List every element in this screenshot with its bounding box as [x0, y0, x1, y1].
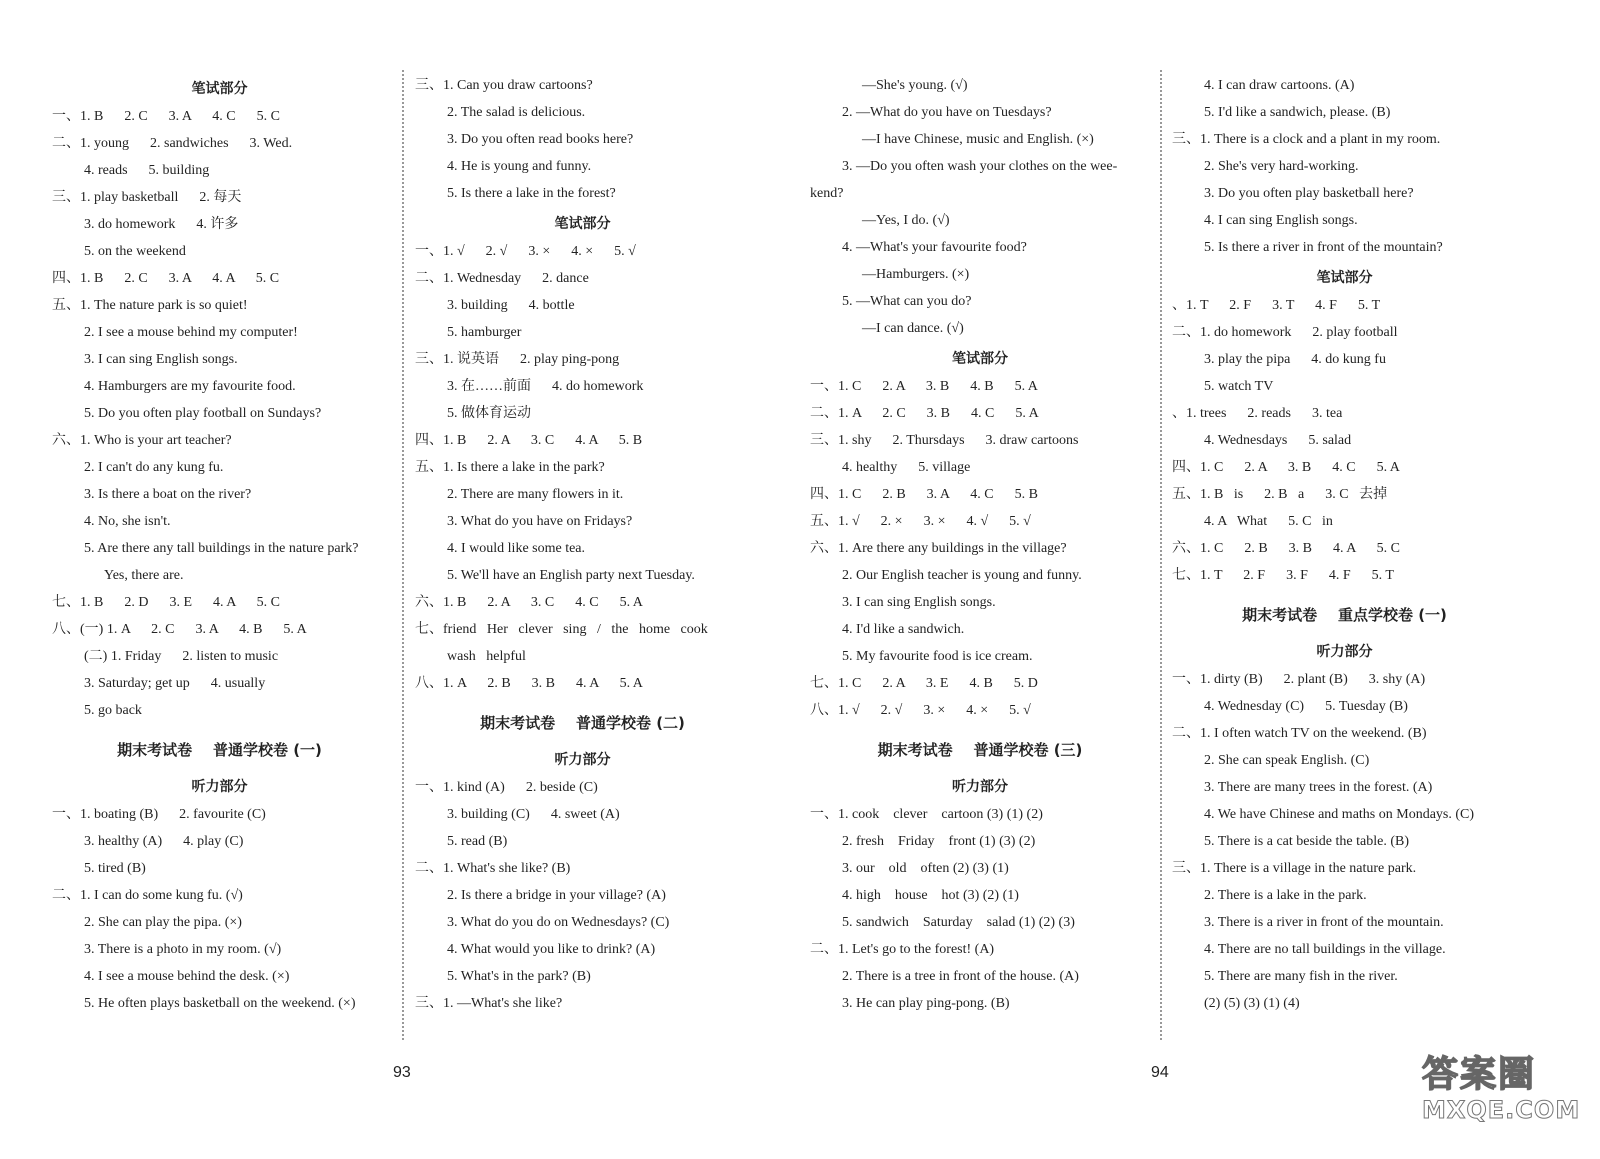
- answer-line: 八、1. √ 2. √ 3. × 4. × 5. √: [810, 703, 1031, 718]
- answer-line: 一、1. C 2. A 3. B 4. B 5. A: [810, 379, 1038, 394]
- answer-line: 4. I can draw cartoons. (A): [1204, 78, 1355, 93]
- section-title: 期末考试卷 普通学校卷 (三): [877, 741, 1083, 759]
- answer-line: 4. Wednesday (C) 5. Tuesday (B): [1204, 699, 1408, 714]
- answer-line: 二、1. Wednesday 2. dance: [415, 271, 589, 286]
- answer-line: 3. There is a photo in my room. (√): [84, 942, 282, 957]
- answer-line: 六、1. Are there any buildings in the village?: [810, 541, 1067, 556]
- answer-line: 5. What's in the park? (B): [447, 969, 591, 984]
- answer-line: 5. Are there any tall buildings in the nature park?: [84, 541, 359, 556]
- watermark-chinese: 答案圈: [1422, 1054, 1537, 1095]
- answer-line: 2. I see a mouse behind my computer!: [84, 325, 298, 340]
- answer-line: 5. go back: [84, 703, 142, 718]
- answer-line: 3. 在……前面 4. do homework: [447, 379, 644, 394]
- section-title: 期末考试卷 重点学校卷 (一): [1242, 606, 1447, 624]
- answer-line: 4. We have Chinese and maths on Mondays. (C): [1204, 807, 1475, 822]
- part-heading: 听力部分: [554, 752, 611, 768]
- answer-line: 五、1. The nature park is so quiet!: [52, 298, 248, 313]
- answer-line: 5. Is there a river in front of the mountain?: [1204, 240, 1443, 255]
- answer-line: 4. healthy 5. village: [842, 460, 971, 475]
- answer-line: 3. our old often (2) (3) (1): [842, 861, 1009, 876]
- answer-line: 一、1. B 2. C 3. A 4. C 5. C: [52, 109, 280, 124]
- answer-line: 4. Hamburgers are my favourite food.: [84, 379, 296, 394]
- answer-line: 一、1. √ 2. √ 3. × 4. × 5. √: [415, 244, 636, 259]
- answer-line: 2. She can speak English. (C): [1204, 753, 1370, 768]
- answer-line: 2. There is a tree in front of the house. (A): [842, 969, 1079, 984]
- answer-line: 七、1. T 2. F 3. F 4. F 5. T: [1172, 568, 1394, 583]
- answer-line: 一、1. boating (B) 2. favourite (C): [52, 807, 266, 822]
- answer-line: 4. No, she isn't.: [84, 514, 171, 529]
- answer-line: 3. I can sing English songs.: [84, 352, 238, 367]
- answer-line: 二、1. do homework 2. play football: [1172, 325, 1398, 340]
- answer-line: 3. Do you often read books here?: [447, 132, 634, 147]
- answer-line: 5. My favourite food is ice cream.: [842, 649, 1033, 664]
- answer-line: 5. hamburger: [447, 325, 522, 340]
- answer-line: 2. —What do you have on Tuesdays?: [842, 105, 1052, 120]
- answer-line: 2. Our English teacher is young and funny.: [842, 568, 1082, 583]
- answer-line: 3. What do you do on Wednesdays? (C): [447, 915, 670, 930]
- answer-column-2: [415, 72, 750, 1017]
- answer-line: 4. reads 5. building: [84, 163, 210, 178]
- part-heading: 笔试部分: [952, 351, 1008, 367]
- answer-line: 4. high house hot (3) (2) (1): [842, 888, 1019, 903]
- answer-line: 四、1. B 2. A 3. C 4. A 5. B: [415, 433, 643, 448]
- answer-line: 5. There are many fish in the river.: [1204, 969, 1398, 984]
- answer-line: —I have Chinese, music and English. (×): [862, 132, 1094, 147]
- answer-line: 2. She's very hard-working.: [1204, 159, 1359, 174]
- answer-line: 4. I'd like a sandwich.: [842, 622, 965, 637]
- answer-line: 4. I see a mouse behind the desk. (×): [84, 969, 290, 984]
- part-heading: 笔试部分: [554, 216, 611, 232]
- answer-line: 二、1. Let's go to the forest! (A): [810, 942, 995, 957]
- answer-line: 3. building (C) 4. sweet (A): [447, 807, 620, 822]
- answer-line: 3. He can play ping-pong. (B): [842, 996, 1010, 1011]
- answer-line: 二、1. What's she like? (B): [415, 861, 571, 876]
- answer-line: 5. on the weekend: [84, 244, 186, 259]
- part-heading: 听力部分: [1316, 644, 1373, 660]
- answer-line: 三、1. Can you draw cartoons?: [415, 78, 593, 93]
- watermark-logo: [1422, 1046, 1581, 1132]
- answer-line: 5. tired (B): [84, 861, 146, 876]
- answer-line: 3. do homework 4. 许多: [84, 217, 239, 232]
- answer-line: 5. Is there a lake in the forest?: [447, 186, 616, 201]
- answer-line: 一、1. kind (A) 2. beside (C): [415, 780, 598, 795]
- answer-line: Yes, there are.: [104, 568, 184, 583]
- answer-line: 2. There are many flowers in it.: [447, 487, 624, 502]
- answer-line: 六、1. Who is your art teacher?: [52, 433, 232, 448]
- answer-line: —She's young. (√): [862, 78, 968, 93]
- answer-line: 4. I would like some tea.: [447, 541, 586, 556]
- answer-line: 四、1. B 2. C 3. A 4. A 5. C: [52, 271, 280, 286]
- answer-line: 三、1. There is a village in the nature park.: [1172, 861, 1417, 876]
- answer-line: 3. What do you have on Fridays?: [447, 514, 633, 529]
- answer-line: wash helpful: [447, 649, 526, 664]
- answer-line: 5. I'd like a sandwich, please. (B): [1204, 105, 1391, 120]
- answer-line: 三、1. There is a clock and a plant in my room.: [1172, 132, 1441, 147]
- answer-line: 3. building 4. bottle: [447, 298, 575, 313]
- answer-line: 六、1. B 2. A 3. C 4. C 5. A: [415, 595, 643, 610]
- answer-line: 三、1. —What's she like?: [415, 996, 563, 1011]
- answer-line: 3. healthy (A) 4. play (C): [84, 834, 244, 849]
- column-divider: [402, 70, 404, 1040]
- section-title: 期末考试卷 普通学校卷 (一): [117, 741, 322, 759]
- answer-line: 5. We'll have an English party next Tuesday.: [447, 568, 695, 583]
- answer-line: 4. Wednesdays 5. salad: [1204, 433, 1352, 448]
- answer-line: (2) (5) (3) (1) (4): [1204, 996, 1300, 1011]
- answer-line: 、1. T 2. F 3. T 4. F 5. T: [1172, 298, 1381, 313]
- answer-line: 一、1. dirty (B) 2. plant (B) 3. shy (A): [1172, 672, 1426, 687]
- answer-line: 四、1. C 2. B 3. A 4. C 5. B: [810, 487, 1038, 502]
- answer-line: 三、1. 说英语 2. play ping-pong: [415, 352, 620, 367]
- page-number-left: 93: [393, 1064, 411, 1081]
- answer-line: 2. She can play the pipa. (×): [84, 915, 242, 930]
- page-number-right: 94: [1151, 1064, 1169, 1081]
- answer-line: 4. I can sing English songs.: [1204, 213, 1358, 228]
- answer-line: 4. He is young and funny.: [447, 159, 592, 174]
- answer-line: 4. There are no tall buildings in the village.: [1204, 942, 1446, 957]
- answer-line: 2. I can't do any kung fu.: [84, 460, 224, 475]
- answer-line: 5. 做体育运动: [447, 406, 531, 421]
- answer-line: 五、1. Is there a lake in the park?: [415, 460, 605, 475]
- answer-line: —I can dance. (√): [862, 321, 964, 336]
- answer-line: 七、1. C 2. A 3. E 4. B 5. D: [810, 676, 1038, 691]
- answer-line: 3. I can sing English songs.: [842, 595, 996, 610]
- answer-line: 七、1. B 2. D 3. E 4. A 5. C: [52, 595, 280, 610]
- answer-line: 二、1. I often watch TV on the weekend. (B): [1172, 726, 1427, 741]
- answer-line: (二) 1. Friday 2. listen to music: [84, 649, 279, 664]
- answer-line: 五、1. B is 2. B a 3. C 去掉: [1172, 487, 1388, 502]
- answer-line: 、1. trees 2. reads 3. tea: [1172, 406, 1343, 421]
- answer-line: 二、1. I can do some kung fu. (√): [52, 888, 243, 903]
- part-heading: 听力部分: [191, 779, 248, 795]
- watermark-url: MXQE.COM: [1422, 1096, 1581, 1124]
- answer-line: 七、friend Her clever sing / the home cook: [415, 622, 708, 637]
- answer-line: 5. Do you often play football on Sundays?: [84, 406, 322, 421]
- answer-line: 5. sandwich Saturday salad (1) (2) (3): [842, 915, 1075, 930]
- section-title: 期末考试卷 普通学校卷 (二): [480, 714, 685, 732]
- answer-line: 2. The salad is delicious.: [447, 105, 586, 120]
- part-heading: 笔试部分: [191, 81, 248, 97]
- answer-line: 一、1. cook clever cartoon (3) (1) (2): [810, 807, 1043, 822]
- answer-line: 5. read (B): [447, 834, 508, 849]
- answer-line: 三、1. play basketball 2. 每天: [52, 190, 242, 205]
- answer-line: 3. Saturday; get up 4. usually: [84, 676, 266, 691]
- answer-line: 三、1. shy 2. Thursdays 3. draw cartoons: [810, 433, 1079, 448]
- answer-line: 3. Is there a boat on the river?: [84, 487, 252, 502]
- answer-line: 4. What would you like to drink? (A): [447, 942, 656, 957]
- answer-line: 5. There is a cat beside the table. (B): [1204, 834, 1409, 849]
- answer-line: 3. Do you often play basketball here?: [1204, 186, 1414, 201]
- answer-column-1: [52, 72, 387, 1017]
- part-heading: 听力部分: [952, 779, 1008, 795]
- part-heading: 笔试部分: [1316, 270, 1373, 286]
- answer-line: 3. There are many trees in the forest. (A): [1204, 780, 1433, 795]
- answer-line: —Hamburgers. (×): [862, 267, 970, 282]
- column-divider: [1160, 70, 1162, 1040]
- answer-line: 八、1. A 2. B 3. B 4. A 5. A: [415, 676, 643, 691]
- answer-line: kend?: [810, 186, 844, 201]
- answer-line: 六、1. C 2. B 3. B 4. A 5. C: [1172, 541, 1400, 556]
- answer-line: 3. play the pipa 4. do kung fu: [1204, 352, 1386, 367]
- answer-column-4: [1172, 72, 1517, 1017]
- answer-line: 4. —What's your favourite food?: [842, 240, 1027, 255]
- answer-line: 5. watch TV: [1204, 379, 1274, 394]
- answer-line: 八、(一) 1. A 2. C 3. A 4. B 5. A: [52, 622, 307, 637]
- answer-column-3: [810, 72, 1150, 1017]
- answer-line: —Yes, I do. (√): [862, 213, 950, 228]
- answer-line: 二、1. A 2. C 3. B 4. C 5. A: [810, 406, 1039, 421]
- answer-line: 五、1. √ 2. × 3. × 4. √ 5. √: [810, 514, 1031, 529]
- answer-line: 5. He often plays basketball on the weekend. (×): [84, 996, 356, 1011]
- answer-line: 2. Is there a bridge in your village? (A): [447, 888, 666, 903]
- answer-line: 2. fresh Friday front (1) (3) (2): [842, 834, 1036, 849]
- answer-line: 3. There is a river in front of the mountain.: [1204, 915, 1444, 930]
- answer-line: 二、1. young 2. sandwiches 3. Wed.: [52, 136, 293, 151]
- answer-line: 3. —Do you often wash your clothes on the wee-: [842, 159, 1118, 174]
- answer-line: 四、1. C 2. A 3. B 4. C 5. A: [1172, 460, 1400, 475]
- answer-line: 2. There is a lake in the park.: [1204, 888, 1367, 903]
- answer-line: 4. A What 5. C in: [1204, 514, 1333, 529]
- answer-line: 5. —What can you do?: [842, 294, 972, 309]
